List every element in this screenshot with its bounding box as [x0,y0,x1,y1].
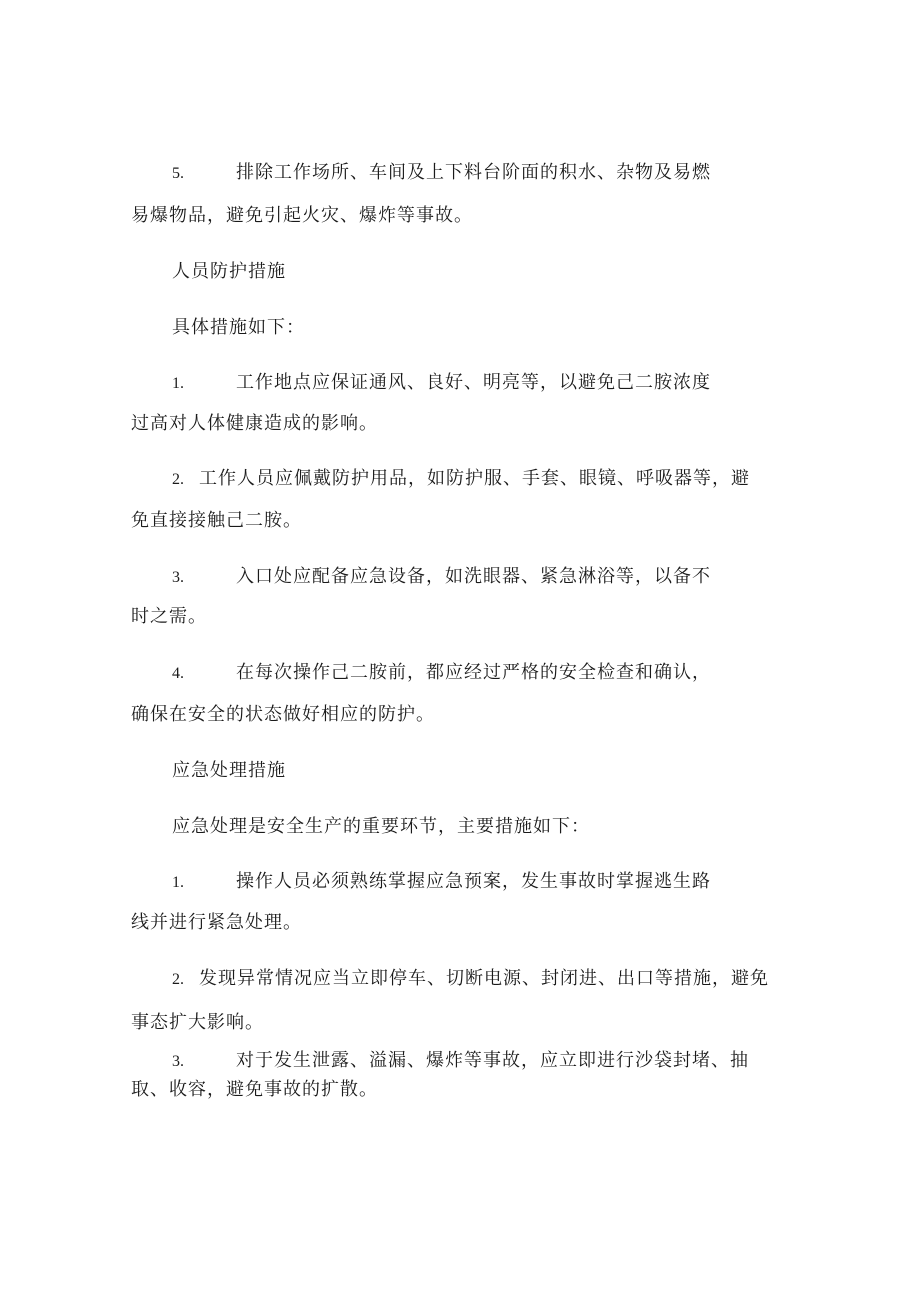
pp-item4-line1: 在每次操作己二胺前，都应经过严格的安全检查和确认， [236,662,711,683]
em-item3-line2: 取、收容，避免事故的扩散。 [131,1079,378,1100]
pp-item3-line2: 时之需。 [131,606,207,627]
pp-item3-number: 3. [172,569,184,586]
pp-item4-line2: 确保在安全的状态做好相应的防护。 [131,704,435,725]
em-item3-number: 3. [172,1053,184,1070]
em-item1-line2: 线并进行紧急处理。 [131,912,302,933]
pp-item2-line2: 免直接接触己二胺。 [131,510,302,531]
pp-item1-line2: 过高对人体健康造成的影响。 [131,413,378,434]
item5-text-line1: 排除工作场所、车间及上下料台阶面的积水、杂物及易燃 [236,162,711,183]
item5-number: 5. [172,165,184,182]
pp-item2-number: 2. [172,471,184,488]
em-item1-line1: 操作人员必须熟练掌握应急预案，发生事故时掌握逃生路 [236,871,711,892]
em-item2-line1: 发现异常情况应当立即停车、切断电源、封闭进、出口等措施，避免 [199,968,769,989]
pp-item2-line1: 工作人员应佩戴防护用品，如防护服、手套、眼镜、呼吸器等，避 [199,468,750,489]
em-item2-number: 2. [172,971,184,988]
em-item2-line2: 事态扩大影响。 [131,1012,264,1033]
pp-item3-line1: 入口处应配备应急设备，如洗眼器、紧急淋浴等，以备不 [236,566,711,587]
pp-item1-line1: 工作地点应保证通风、良好、明亮等，以避免己二胺浓度 [236,372,711,393]
em-item3-line1: 对于发生泄露、溢漏、爆炸等事故，应立即进行沙袋封堵、抽 [236,1050,749,1071]
personal-protection-heading: 人员防护措施 [172,261,286,282]
item5-text-line2: 易爆物品，避免引起火灾、爆炸等事故。 [131,205,473,226]
personal-protection-intro: 具体措施如下： [172,317,305,338]
emergency-intro: 应急处理是安全生产的重要环节，主要措施如下： [172,816,590,837]
emergency-heading: 应急处理措施 [172,760,286,781]
pp-item1-number: 1. [172,375,184,392]
pp-item4-number: 4. [172,665,184,682]
em-item1-number: 1. [172,874,184,891]
